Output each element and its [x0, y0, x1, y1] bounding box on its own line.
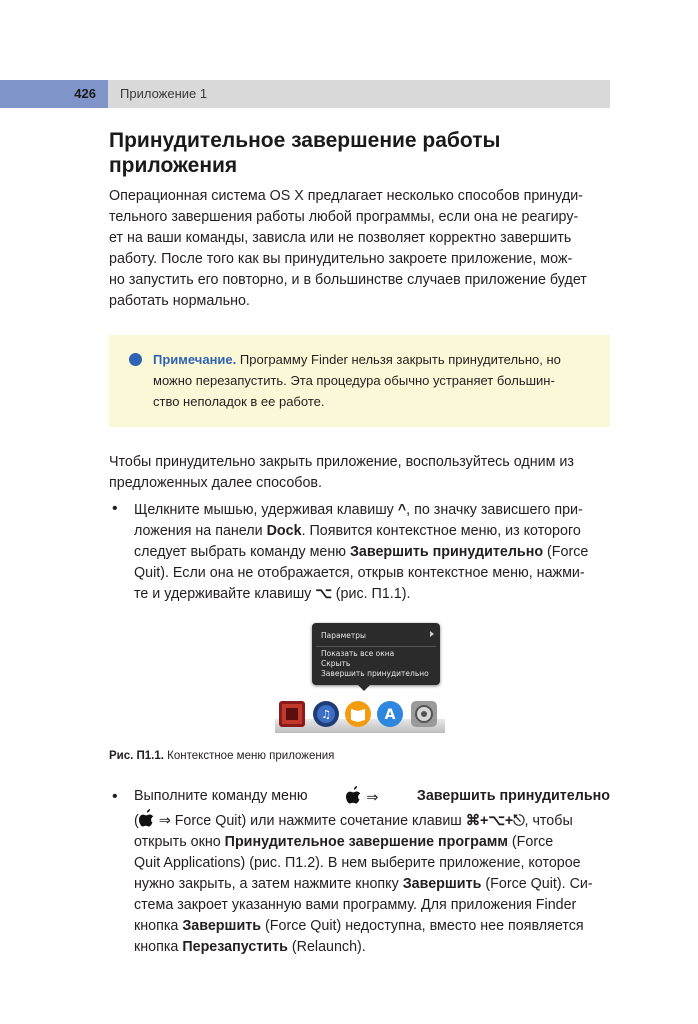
bullet-marker: • [112, 788, 118, 805]
menu-item-parameters[interactable]: Параметры [321, 631, 366, 640]
section-title [109, 128, 589, 178]
figure-context-menu [275, 623, 445, 738]
photo-booth-icon[interactable] [277, 699, 307, 729]
text-span: открыть окно [134, 834, 225, 850]
text-line: Quit Applications) (рис. П1.2). В нем выберите приложение, которое [134, 855, 581, 871]
dock-term: Dock [266, 523, 302, 539]
text-span: ложения на панели [134, 523, 267, 539]
menu-item-force-quit[interactable]: Завершить принудительно [321, 669, 429, 678]
text-span: кнопка [134, 918, 183, 934]
text-span: ⇒ Force Quit) или нажмите сочетание клавиш [158, 813, 466, 829]
text-span: (Relaunch). [287, 939, 366, 955]
text-span: , чтобы [524, 813, 573, 829]
section-title-line: Принудительное завершение работы [109, 129, 501, 152]
text-span: (Force Quit). Си- [481, 876, 593, 892]
system-preferences-icon[interactable] [409, 699, 439, 729]
context-menu [312, 623, 440, 685]
text-span: Выполните команду меню [134, 788, 308, 804]
shortcut-keys: ⌘+⌥+⎋ [465, 813, 525, 829]
svg-text:A: A [384, 707, 396, 723]
text-span: кнопка [134, 939, 183, 955]
section-title-line: приложения [109, 154, 238, 177]
bullet-item-2 [134, 786, 610, 958]
page-number-tab [0, 80, 108, 108]
text-span: те и удерживайте клавишу [134, 586, 316, 602]
lead-paragraph [109, 452, 611, 494]
bullet-marker: • [112, 500, 118, 517]
text-line: работать нормально. [109, 293, 250, 309]
note-line: Программу Finder нельзя закрыть принудительно, но [239, 352, 561, 367]
text-line: Quit). Если она не отображается, открыв контекстное меню, нажми- [134, 565, 585, 581]
text-span: (Force [507, 834, 554, 850]
chapter-title: Приложение 1 [120, 86, 208, 101]
apple-menu-icon [139, 809, 155, 828]
text-span: (рис. П1.1). [331, 586, 411, 602]
text-span: ( [134, 813, 139, 829]
itunes-icon[interactable] [311, 699, 341, 729]
text-line: но запустить его повторно, и в большинстве случаев приложение будет [109, 272, 587, 288]
text-line: стема закроет указанную вами программу. Для приложения Finder [134, 897, 577, 913]
text-line: тельного завершения работы любой программы, если она не реагиру- [109, 209, 579, 225]
option-key-icon: ⌥ [315, 586, 332, 602]
text-span: нужно закрыть, а затем нажмите кнопку [134, 876, 403, 892]
text-line: предложенных далее способов. [109, 475, 322, 491]
apple-menu-icon [346, 786, 362, 805]
force-quit-term: Завершить принудительно [416, 788, 610, 804]
force-quit-term: Завершить принудительно [349, 544, 544, 560]
text-line: Чтобы принудительно закрыть приложение, воспользуйтесь одним из [109, 454, 574, 470]
text-span: , по значку зависшего при- [406, 502, 583, 518]
submenu-arrow-icon [430, 631, 434, 637]
app-store-icon[interactable] [375, 699, 405, 729]
menu-item-show-all-windows[interactable]: Показать все окна [321, 649, 395, 658]
ibooks-icon[interactable] [343, 699, 373, 729]
note-text [153, 349, 593, 412]
caption-text: Контекстное меню приложения [163, 750, 335, 762]
text-span: (Force [543, 544, 589, 560]
arrow-symbol: ⇒ [366, 790, 379, 806]
bullet-item-1 [134, 500, 610, 605]
relaunch-button-term: Перезапустить [182, 939, 288, 955]
text-span: Щелкните мышью, удерживая клавишу [134, 502, 398, 518]
note-line: ство неполадок в ее работе. [153, 394, 325, 409]
svg-text:♫: ♫ [321, 708, 331, 721]
text-line: ет на ваши команды, зависла или не позволяет корректно завершить [109, 230, 572, 246]
quit-button-term: Завершить [402, 876, 482, 892]
quit-button-term: Завершить [182, 918, 262, 934]
text-line: работу. После того как вы принудительно закроете приложение, мож- [109, 251, 573, 267]
figure-caption [109, 750, 334, 762]
text-line: Операционная система OS X предлагает несколько способов принуди- [109, 188, 583, 204]
menu-item-hide[interactable]: Скрыть [321, 659, 351, 668]
note-box [109, 335, 610, 427]
intro-paragraph [109, 186, 611, 312]
menu-separator [316, 646, 436, 647]
text-span: . Появится контекстное меню, из которого [301, 523, 581, 539]
note-line: можно перезапустить. Эта процедура обычно устраняет большин- [153, 373, 555, 388]
caption-label: Рис. П1.1. [109, 750, 164, 762]
menu-pointer [358, 685, 370, 691]
running-header [108, 80, 610, 108]
control-key-icon: ^ [397, 502, 407, 518]
note-bullet-icon [129, 353, 142, 366]
text-span: (Force Quit) недоступна, вместо нее появляется [261, 918, 584, 934]
force-quit-window-term: Принудительное завершение программ [224, 834, 508, 850]
note-label: Примечание. [153, 352, 237, 367]
page-number: 426 [74, 86, 96, 101]
text-span: следует выбрать команду меню [134, 544, 350, 560]
